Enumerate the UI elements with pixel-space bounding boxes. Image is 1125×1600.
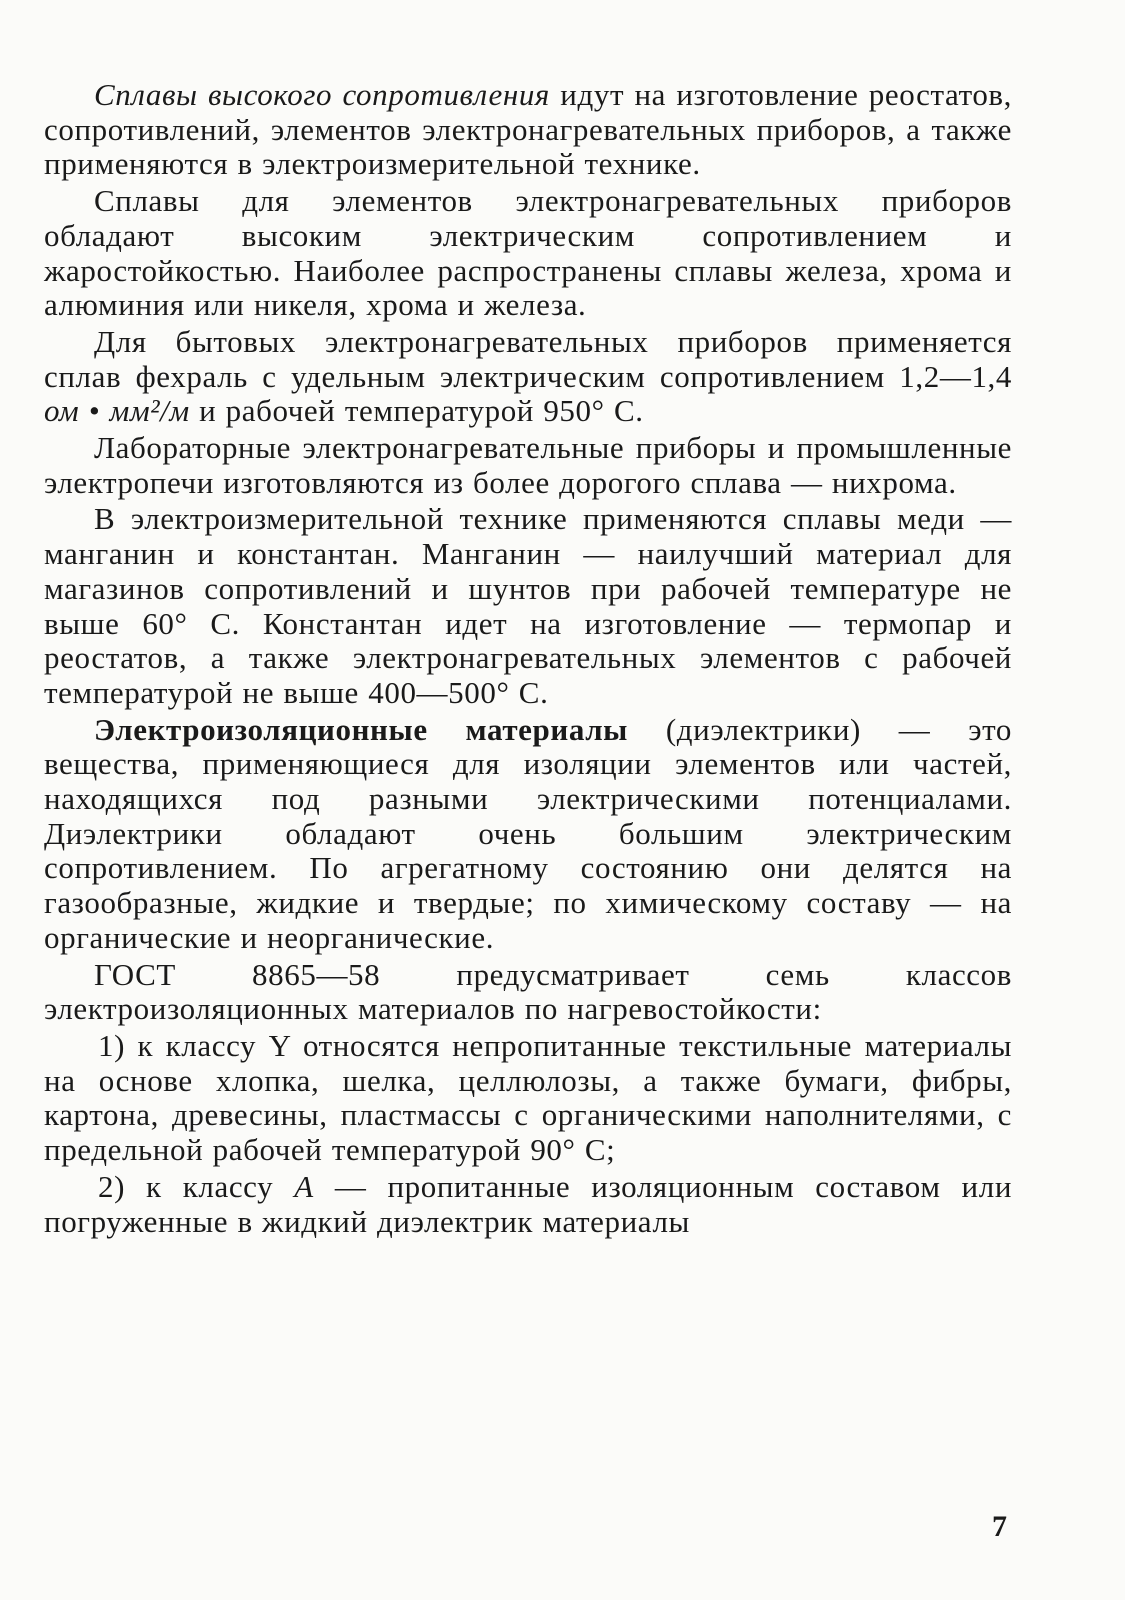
- paragraph-copper-alloys: [44, 502, 1012, 710]
- class-letter: А: [294, 1168, 314, 1204]
- page-number: 7: [992, 1510, 1007, 1543]
- paragraph-text: 1) к классу Y относятся непропитанные текстильные материалы на основе хлопка, шелка, целлюлозы, а также бумаги, фибры, картона, древесины, пластмассы с органическими наполнителями, с предельной рабочей температурой 90° С;: [44, 1027, 1012, 1168]
- paragraph-dielectrics: [44, 713, 1012, 956]
- paragraph-heating-alloys: [44, 184, 1012, 323]
- paragraph-text: Лабораторные электронагревательные приборы и промышленные электропечи изготовляются из более дорогого сплава — нихрома.: [44, 430, 1012, 500]
- paragraph-text: — пропитанные изоляционным составом или погруженные в жидкий диэлектрик материалы: [44, 1168, 1013, 1239]
- paragraph-gost: [44, 958, 1012, 1027]
- resistivity-unit: ом • мм²/м: [44, 393, 190, 429]
- paragraph-text: В электроизмерительной технике применяются сплавы меди — манганин и константан. Манганин — наилучший материал для магазинов сопротивлений и шунтов при рабочей температуре не выше 60° С. Константан идет на изготовление — термопар и реостатов, а также электронагревательных элементов с рабочей температурой не выше 400—500° С.: [44, 501, 1012, 710]
- paragraph-text: ГОСТ 8865—58 предусматривает семь классов электроизоляционных материалов по нагревостойкости:: [44, 956, 1012, 1027]
- paragraph-fechral: [44, 325, 1012, 429]
- paragraph-text: идут на изготовление реостатов, сопротивлений, элементов электронагревательных приборов, а также применяются в электроизмерительной технике.: [44, 77, 1013, 182]
- bold-term: Электроизоляционные материалы: [94, 711, 628, 747]
- paragraph-text: и рабочей температурой 950° С.: [189, 393, 644, 429]
- italic-term: Сплавы высокого сопротивления: [94, 77, 550, 112]
- text-column: [44, 78, 1012, 1239]
- list-item-class-a: [44, 1170, 1012, 1239]
- paragraph-text: Сплавы для элементов электронагревательных приборов обладают высоким электрическим сопротивлением и жаростойкостью. Наиболее распространены сплавы железа, хрома и алюминия или никеля, хрома и железа.: [44, 183, 1012, 323]
- paragraph-high-resistance-alloys: [44, 78, 1012, 182]
- paragraph-nichrome: [44, 431, 1012, 500]
- paragraph-text: Для бытовых электронагревательных приборов применяется сплав фехраль с удельным электрическим сопротивлением 1,2—1,4: [44, 323, 1012, 394]
- paragraph-text: (диэлектрики) — это вещества, применяющиеся для изоляции элементов или частей, находящихся под разными электрическими потенциалами. Диэлектрики обладают очень большим электрическим сопротивлением. По агрегатному состоянию они делятся на газообразные, жидкие и твердые; по химическому составу — на органические и неорганические.: [44, 711, 1013, 955]
- list-item-class-y: [44, 1029, 1012, 1168]
- paragraph-text: 2) к классу: [98, 1168, 295, 1204]
